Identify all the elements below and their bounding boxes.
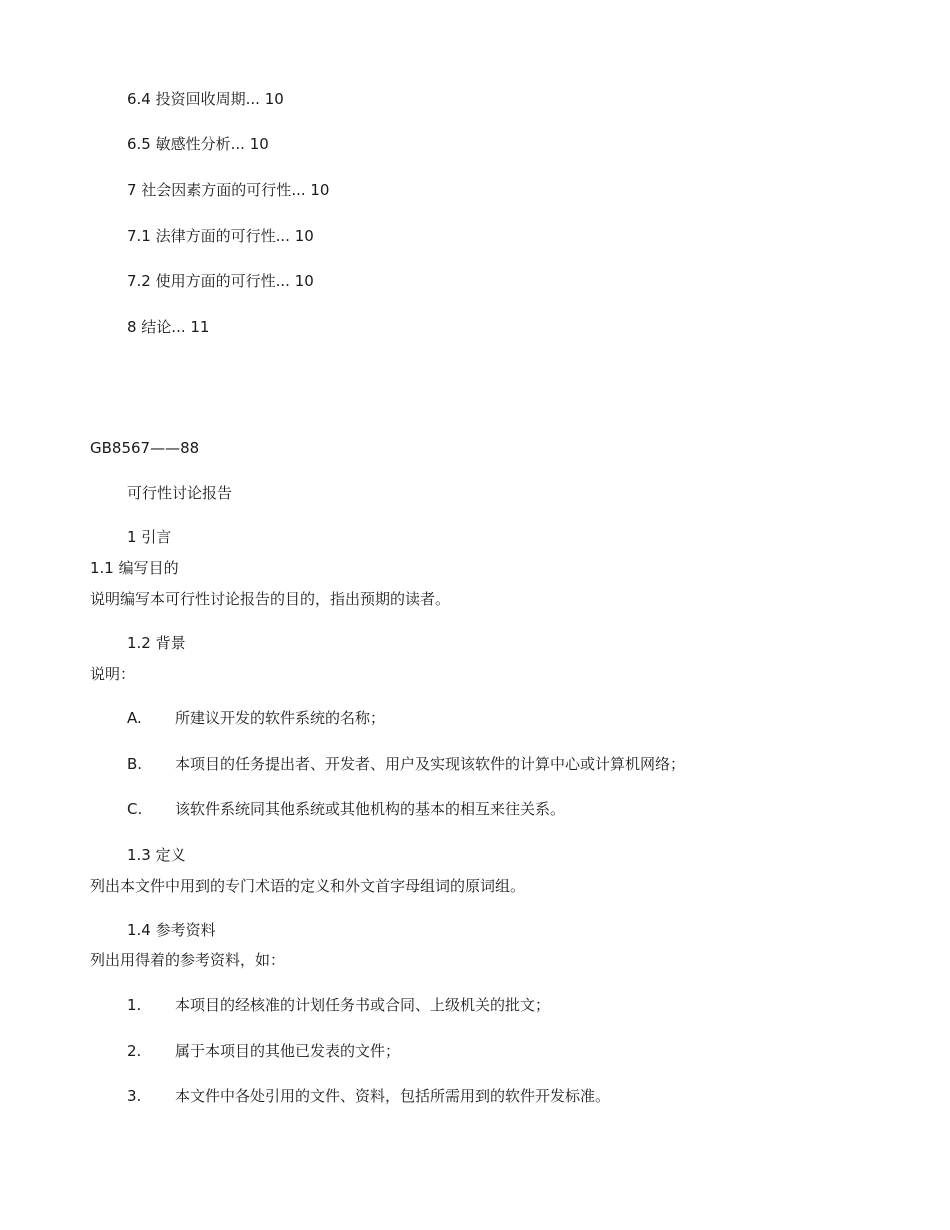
section-1-3-heading: 1.3 定义: [127, 846, 186, 864]
standard-number: GB8567——88: [90, 439, 200, 457]
toc-entry-7-2: 7.2 使用方面的可行性... 10: [127, 272, 314, 290]
list-item-text: 本项目的任务提出者、开发者、用户及实现该软件的计算中心或计算机网络；: [175, 755, 686, 773]
toc-entry-7-1: 7.1 法律方面的可行性... 10: [127, 227, 314, 245]
list-item-text: 本文件中各处引用的文件、资料，包括所需用到的软件开发标准。: [175, 1087, 611, 1105]
toc-entry-6-5: 6.5 敏感性分析... 10: [127, 135, 269, 153]
list-item-text: 本项目的经核准的计划任务书或合同、上级机关的批文；: [175, 996, 551, 1014]
list-item-text: 所建议开发的软件系统的名称；: [175, 709, 386, 727]
toc-entry-7: 7 社会因素方面的可行性... 10: [127, 181, 330, 199]
section-1-3-body: 列出本文件中用到的专门术语的定义和外文首字母组词的原词组。: [90, 877, 526, 895]
list-marker: A.: [127, 709, 142, 727]
list-marker: 2.: [127, 1042, 142, 1060]
section-1-4-heading: 1.4 参考资料: [127, 921, 216, 939]
section-1-2-intro: 说明：: [90, 665, 136, 683]
list-marker: C.: [127, 800, 143, 818]
list-item-text: 该软件系统同其他系统或其他机构的基本的相互来往关系。: [175, 800, 566, 818]
document-title: 可行性讨论报告: [127, 484, 233, 502]
list-marker: B.: [127, 755, 143, 773]
section-1-heading: 1 引言: [127, 528, 172, 546]
section-1-1-body: 说明编写本可行性讨论报告的目的，指出预期的读者。: [90, 590, 451, 608]
list-marker: 1.: [127, 996, 142, 1014]
list-marker: 3.: [127, 1087, 142, 1105]
toc-entry-8: 8 结论... 11: [127, 318, 210, 336]
toc-entry-6-4: 6.4 投资回收周期... 10: [127, 90, 284, 108]
list-item-text: 属于本项目的其他已发表的文件；: [175, 1042, 401, 1060]
section-1-1-heading: 1.1 编写目的: [90, 559, 179, 577]
section-1-2-heading: 1.2 背景: [127, 634, 186, 652]
section-1-4-intro: 列出用得着的参考资料，如：: [90, 951, 286, 969]
